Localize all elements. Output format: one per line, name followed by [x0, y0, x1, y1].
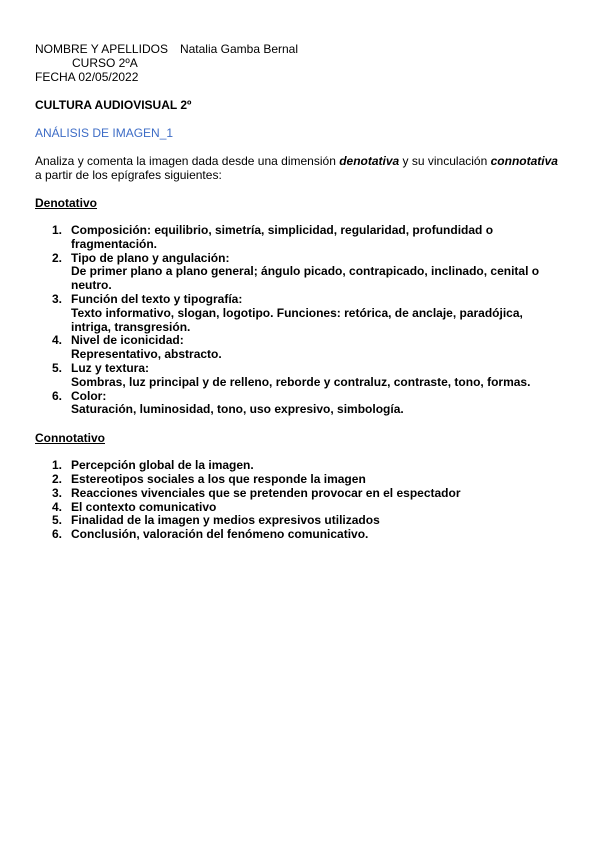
item-number: 3. — [52, 485, 63, 500]
item-number: 3. — [52, 291, 63, 306]
item-number: 6. — [52, 388, 63, 403]
item-number: 4. — [52, 499, 63, 514]
item-title: Luz y textura: — [71, 360, 150, 375]
student-header — [35, 42, 565, 84]
list-item — [35, 293, 565, 334]
document-page — [35, 42, 565, 542]
name-label: NOMBRE Y APELLIDOS — [35, 42, 168, 56]
item-detail: De primer plano a plano general; ángulo picado, contrapicado, inclinado, cenital o neutro. — [71, 264, 540, 293]
item-text: Reacciones vivenciales que se pretenden provocar en el espectador — [71, 485, 461, 500]
connotativo-list — [35, 459, 565, 542]
item-number: 6. — [52, 527, 63, 542]
item-text: El contexto comunicativo — [71, 499, 217, 514]
analysis-title: ANÁLISIS DE IMAGEN_1 — [35, 126, 174, 140]
item-detail: Texto informativo, slogan, logotipo. Funciones: retórica, de anclaje, paradójica, intriga, transgresión. — [71, 305, 523, 334]
item-title: Color: — [71, 388, 107, 403]
list-item — [35, 362, 565, 390]
item-text: Conclusión, valoración del fenómeno comunicativo. — [71, 527, 369, 542]
list-item — [35, 252, 565, 293]
intro-connotativa: connotativa — [490, 154, 558, 168]
date-line: FECHA 02/05/2022 — [35, 70, 139, 84]
name-line — [35, 42, 565, 56]
item-title: Tipo de plano y angulación: — [71, 250, 230, 265]
list-item — [35, 390, 565, 418]
item-text: Estereotipos sociales a los que responde la imagen — [71, 471, 366, 486]
item-detail: Representativo, abstracto. — [71, 347, 222, 362]
intro-denotativa: denotativa — [339, 154, 400, 168]
item-number: 2. — [52, 471, 63, 486]
item-title: Función del texto y tipografía: — [71, 291, 243, 306]
list-item — [35, 224, 565, 252]
intro-paragraph — [35, 154, 565, 182]
denotativo-list — [35, 224, 565, 417]
item-title: Composición: equilibrio, simetría, simplicidad, regularidad, profundidad o fragmentación. — [71, 223, 494, 251]
connotativo-heading: Connotativo — [35, 431, 105, 446]
item-number: 2. — [52, 250, 63, 265]
item-number: 1. — [52, 223, 63, 237]
item-text: Finalidad de la imagen y medios expresivos utilizados — [71, 513, 380, 528]
list-item — [35, 459, 565, 473]
item-detail: Saturación, luminosidad, tono, uso expresivo, simbología. — [71, 402, 404, 417]
subject-title: CULTURA AUDIOVISUAL 2º — [35, 98, 192, 112]
denotativo-heading: Denotativo — [35, 196, 98, 210]
student-name: Natalia Gamba Bernal — [179, 42, 299, 56]
intro-part2: y su vinculación — [399, 154, 491, 168]
intro-part3: a partir de los epígrafes siguientes: — [35, 168, 222, 182]
item-number: 5. — [52, 360, 63, 375]
item-detail: Sombras, luz principal y de relleno, reborde y contraluz, contraste, tono, formas. — [71, 374, 531, 389]
item-number: 5. — [52, 513, 63, 528]
item-number: 4. — [52, 333, 63, 348]
list-item — [35, 501, 565, 515]
list-item — [35, 334, 565, 362]
list-item — [35, 473, 565, 487]
list-item — [35, 487, 565, 501]
list-item — [35, 528, 565, 542]
item-number: 1. — [52, 458, 63, 473]
list-item — [35, 514, 565, 528]
item-title: Nivel de iconicidad: — [71, 333, 184, 348]
course-line: CURSO 2ºA — [72, 56, 138, 70]
intro-part1: Analiza y comenta la imagen dada desde una dimensión — [35, 154, 340, 168]
item-text: Percepción global de la imagen. — [71, 458, 254, 473]
